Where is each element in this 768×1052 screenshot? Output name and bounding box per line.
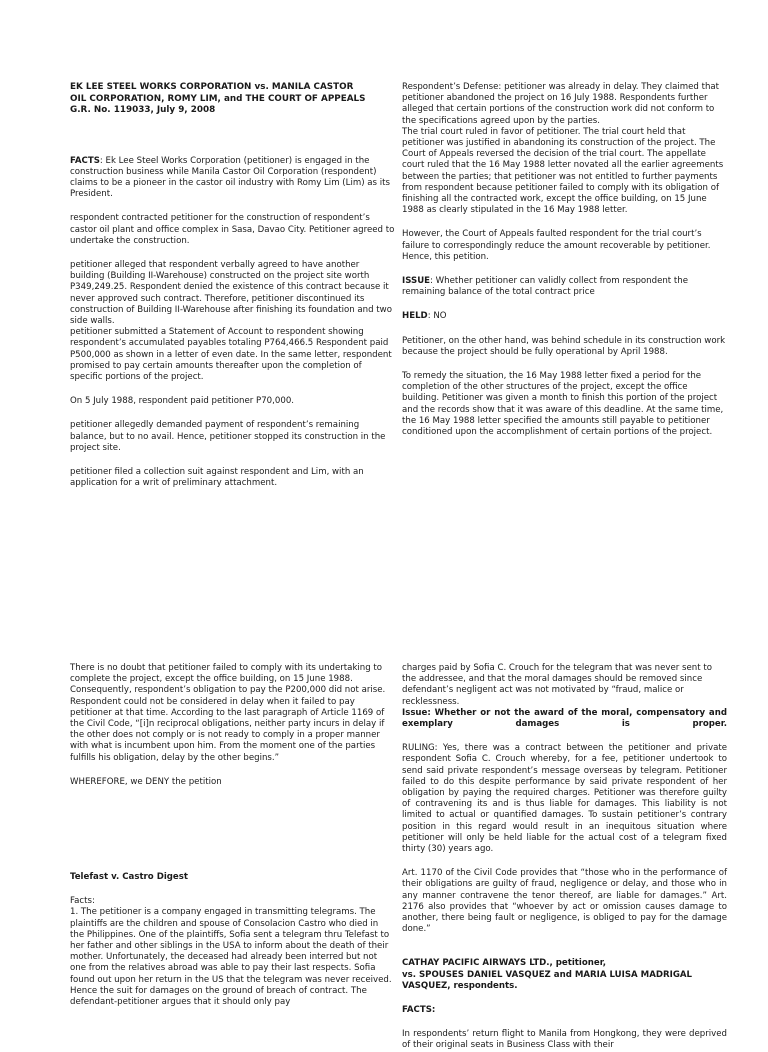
document-page-2	[0, 640, 768, 1051]
telefast-title: Telefast v. Castro Digest	[70, 872, 188, 883]
telefast-facts-paragraph: 1. The petitioner is a company engaged in transmitting telegrams. The plaintiffs are the children and spouse of Consolacion Castro who died in the Philippines. One of the plaintiffs, Sofia sent a telegram thru Telefast to her father and other siblings in the USA to inform about the death of their mother. Unfortunately, the deceased had already been interred but not one from the relatives abroad was able to pay their last respects. Sofia found out upon her return in the US that the telegram was never received. Hence the suit for damages on the ground of breach of contract. The defendant-petitioner argues that it should only pay	[70, 907, 392, 1008]
demand-paragraph: petitioner allegedly demanded payment of respondent’s remaining balance, but to no avail. Hence, petitioner stopped its construction in the project site.	[70, 420, 386, 453]
issue-paragraph	[402, 276, 727, 298]
collection-suit-paragraph: petitioner filed a collection suit against respondent and Lim, with an application for a writ of preliminary attachment.	[70, 466, 364, 489]
remedy-paragraph: To remedy the situation, the 16 May 1988 letter fixed a period for the completion of the other structures of the project, except the office building. Petitioner was given a month to finish this portion of the project and the records show that it was aware of this deadline. At the same time, the 16 May 1988 letter specified the amounts still payable to petitioner conditioned upon the accomplishment of certain portions of the project.	[402, 371, 724, 438]
cathay-title-line-2: vs. SPOUSES DANIEL VASQUEZ and MARIA LUISA MADRIGAL	[402, 969, 693, 980]
issue-label: ISSUE	[402, 276, 431, 287]
page-2-right-column	[402, 663, 727, 1052]
charges-paragraph: charges paid by Sofia C. Crouch for the telegram that was never sent to the addressee, and that the moral damages should be removed since defendant’s negligent act was not motivated by “fraud, malice or recklessness.	[402, 663, 712, 707]
issue-text: : Whether petitioner can validly collect from respondent the remaining balance of the total contract price	[402, 276, 689, 298]
warehouse-paragraph: petitioner alleged that respondent verbally agreed to have another building (Building II-Warehouse) constructed on the project site worth P349,249.25. Respondent denied the existence of this contract because it never approved such contract. Therefore, petitioner discontinued its construction of Building II-Warehouse after finishing its foundation and two side walls.	[70, 259, 392, 326]
cathay-title-line-3: VASQUEZ, respondents.	[402, 980, 518, 991]
case-title-line-1: EK LEE STEEL WORKS CORPORATION vs. MANILA CASTOR	[70, 82, 354, 92]
cathay-title-line-1: CATHAY PACIFIC AIRWAYS LTD., petitioner,	[402, 958, 606, 969]
held-paragraph	[402, 311, 727, 322]
page-2-left-column	[70, 663, 395, 1008]
case-title-line-2: OIL CORPORATION, ROMY LIM, and THE COURT OF APPEALS	[70, 93, 366, 104]
cathay-facts-paragraph: In respondents’ return flight to Manila from Hongkong, they were deprived of their original seats in Business Class with their	[402, 1029, 727, 1051]
trial-court-paragraph: The trial court ruled in favor of petitioner. The trial court held that petitioner was justified in abandoning its construction of the project. The Court of Appeals reversed the decision of the trial court. The appellate court ruled that the 16 May 1988 letter novated all the earlier agreements between the parties; that petitioner was not entitled to further payments from respondent because petitioner failed to comply with its obligation of finishing all the contracted work, except the office building, on 15 June 1988 as clearly stipulated in the 16 May 1988 letter.	[402, 126, 724, 216]
telefast-ruling: RULING: Yes, there was a contract between the petitioner and private respondent Sofia C. Crouch whereby, for a fee, petitioner undertook to send said private respondent’s message overseas by telegram. Petitioner failed to do this despite performance by said private respondent of her obligation by paying the required charges. Petitioner was therefore guilty of contravening its and is thus liable for damages. This liability is not limited to actual or quantified damages. To sustain petitioner’s contrary position in this regard would result in an inequitous situation where petitioner will only be held liable for the actual cost of a telegram fixed thirty (30) years ago.	[402, 743, 727, 855]
cathay-facts-label: FACTS:	[402, 1005, 436, 1016]
facts-text: : Ek Lee Steel Works Corporation (petitioner) is engaged in the construction business while Manila Castor Oil Corporation (respondent) claims to be a pioneer in the castor oil industry with Romy Lim (Lim) as its President.	[70, 155, 390, 200]
court-of-appeals-paragraph: However, the Court of Appeals faulted respondent for the trial court’s failure to correspondingly reduce the amount recoverable by petitioner. Hence, this petition.	[402, 229, 711, 262]
telefast-issue: Issue: Whether or not the award of the moral, compensatory and exemplary damages is proper.	[402, 707, 727, 730]
held-text: : NO	[427, 311, 447, 322]
behind-schedule-paragraph: Petitioner, on the other hand, was behind schedule in its construction work because the project should be fully operational by April 1988.	[402, 335, 726, 357]
wherefore-paragraph: WHEREFORE, we DENY the petition	[70, 776, 222, 787]
payment-paragraph: On 5 July 1988, respondent paid petitioner P70,000.	[70, 396, 295, 407]
no-doubt-paragraph: There is no doubt that petitioner failed to comply with its undertaking to complete the project, except the office building, on 15 June 1988. Consequently, respondent’s obligation to pay the P200,000 did not arise. Respondent could not be considered in delay when it failed to pay petitioner at that time. According to the last paragraph of Article 1169 of the Civil Code, “[i]n reciprocal obligations, neither party incurs in delay if the other does not comply or is not ready to comply in a proper manner with what is incumbent upon him. From the moment one of the parties fulfills his obligation, delay by the other begins.”	[70, 663, 386, 763]
telefast-facts-label: Facts:	[70, 896, 95, 907]
page-1-left-column	[70, 82, 395, 489]
facts-paragraph	[70, 156, 395, 201]
statement-of-account-paragraph: petitioner submitted a Statement of Account to respondent showing respondent’s accumulated payables totaling P764,466.5 Respondent paid P500,000 as shown in a letter of even date. In the same letter, respondent promised to pay certain amounts thereafter upon the completion of specific portions of the project.	[70, 327, 392, 382]
civil-code-paragraph: Art. 1170 of the Civil Code provides that “those who in the performance of their obligations are guilty of fraud, negligence or delay, and those who in any manner contravene the tenor thereof, are liable for damages.” Art. 2176 also provides that “whoever by act or omission causes damage to another, there being fault or negligence, is obliged to pay for the damage done.”	[402, 868, 727, 935]
held-label: HELD	[402, 311, 428, 322]
respondent-defense-paragraph: Respondent’s Defense: petitioner was already in delay. They claimed that petitioner abandoned the project on 16 July 1988. Respondents further alleged that certain portions of the construction work did not conform to the specifications agreed upon by the parties.	[402, 82, 720, 126]
facts-label: FACTS	[70, 155, 100, 166]
page-1-right-column	[402, 82, 727, 438]
contract-paragraph: respondent contracted petitioner for the construction of respondent’s castor oil plant and office complex in Sasa, Davao City. Petitioner agreed to undertake the construction.	[70, 213, 395, 246]
case-citation: G.R. No. 119033, July 9, 2008	[70, 105, 216, 115]
